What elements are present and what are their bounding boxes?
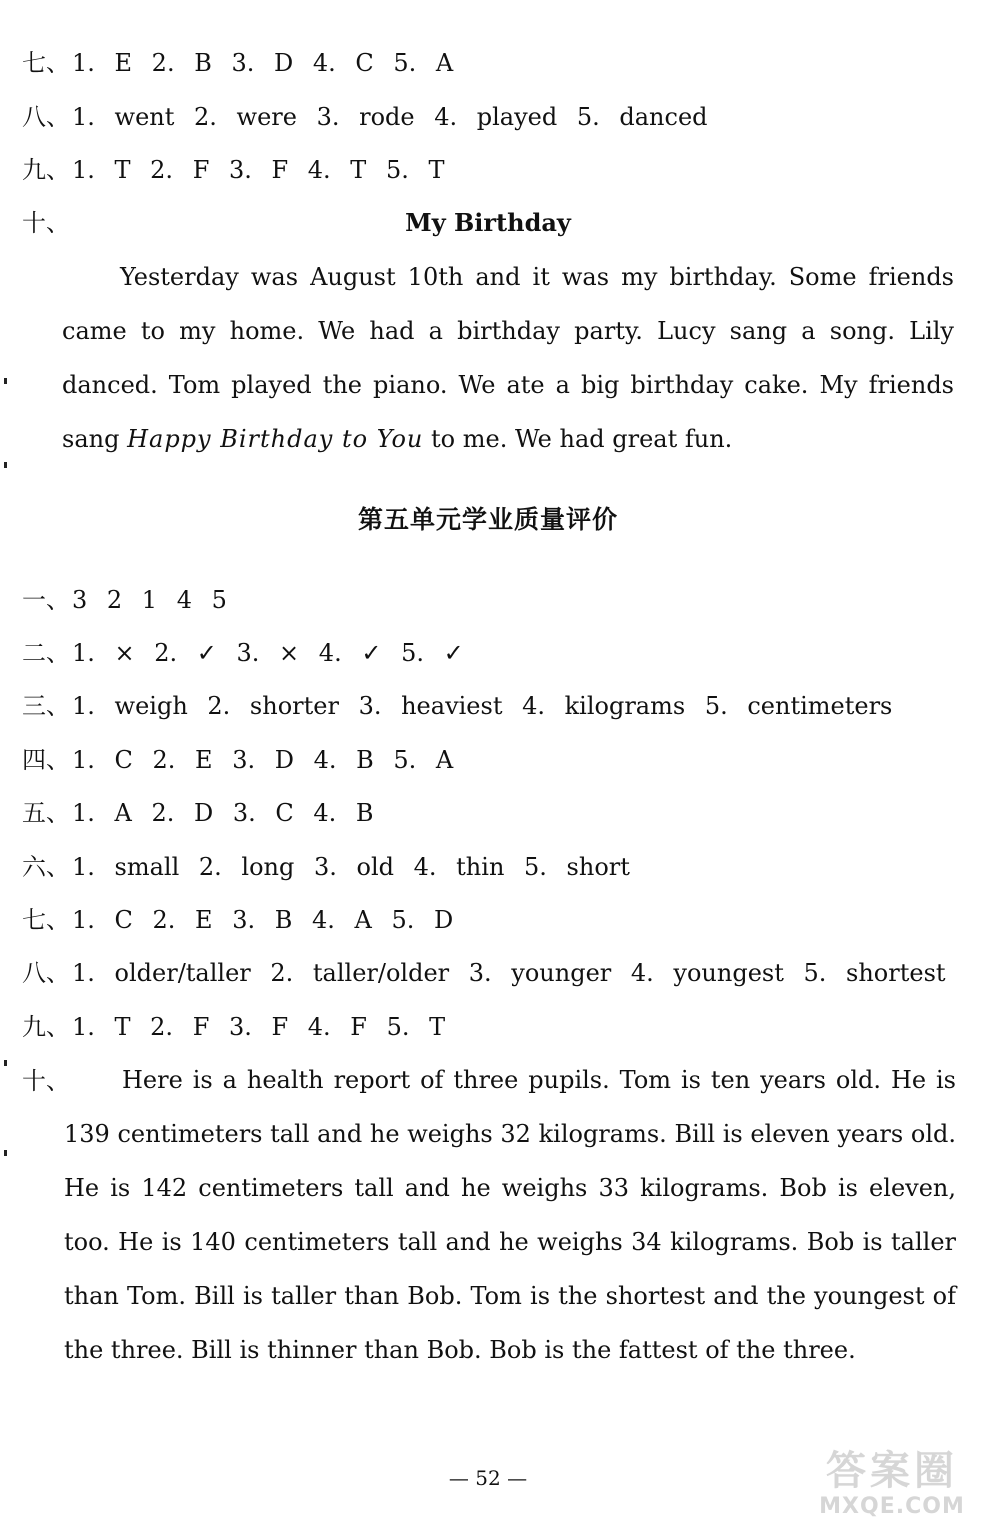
answer-line-6 <box>22 852 630 882</box>
section-answers: 1. small 2. long 3. old 4. thin 5. short <box>72 853 630 881</box>
section-answers: 1. went 2. were 3. rode 4. played 5. danced <box>72 103 708 131</box>
essay-text-part2: to me. We had great fun. <box>423 425 733 453</box>
section-answers: 1. C 2. E 3. B 4. A 5. D <box>72 906 454 934</box>
section-answers: 1. T 2. F 3. F 4. T 5. T <box>72 156 445 184</box>
answer-line-7 <box>22 48 453 78</box>
section-label: 九、 <box>22 1013 70 1041</box>
margin-mark <box>4 1150 7 1156</box>
section-label: 八、 <box>22 103 70 131</box>
answer-line-8 <box>22 958 946 988</box>
margin-mark <box>4 1060 7 1066</box>
section-answers: 1. weigh 2. shorter 3. heaviest 4. kilograms 5. centimeters <box>72 692 893 720</box>
section-answers: 1. older/taller 2. taller/older 3. younger 4. youngest 5. shortest <box>72 959 946 987</box>
page-number: — 52 — <box>448 1466 528 1490</box>
section-label: 八、 <box>22 959 70 987</box>
section-label: 七、 <box>22 49 70 77</box>
answer-line-2 <box>22 638 464 668</box>
section-label: 四、 <box>22 746 70 774</box>
answer-line-8 <box>22 102 708 132</box>
section-label: 二、 <box>22 639 70 667</box>
answer-line-5 <box>22 798 374 828</box>
essay-title: My Birthday <box>405 208 571 237</box>
answer-line-4 <box>22 745 453 775</box>
answer-line-9 <box>22 155 444 185</box>
answer-line-9 <box>22 1012 445 1042</box>
section-label: 七、 <box>22 906 70 934</box>
health-report-text: Here is a health report of three pupils. Tom is ten years old. He is 139 centimeters tall and he weighs 32 kilograms. Bill is eleven years old. He is 142 centimeters tall and he weighs 33 kilograms. Bob is eleven, too. He is 140 centimeters tall and he weighs 34 kilograms. Bob is taller than Tom. Bill is taller than Bob. Tom is the shortest and the youngest of the three. Bill is thinner than Bob. Bob is the fattest of the three. <box>64 1066 956 1364</box>
section-label: 三、 <box>22 692 70 720</box>
essay-text-part1: Yesterday was August 10th and it was my birthday. Some friends came to my home. We had a birthday party. Lucy sang a song. Lily danced. Tom played the piano. We ate a big birthday cake. My friends sang <box>62 263 954 453</box>
section-label: 五、 <box>22 799 70 827</box>
health-report-paragraph <box>64 1053 956 1377</box>
section-label: 一、 <box>22 586 70 614</box>
song-title: Happy Birthday to You <box>127 425 424 453</box>
section-label-10: 十、 <box>22 1067 70 1095</box>
watermark-logo <box>812 1448 972 1528</box>
section-answers: 1. E 2. B 3. D 4. C 5. A <box>72 49 454 77</box>
section-answers: 3 2 1 4 5 <box>72 586 227 614</box>
section-answers: 1. C 2. E 3. D 4. B 5. A <box>72 746 454 774</box>
unit-title: 第五单元学业质量评价 <box>357 505 618 534</box>
section-label-10: 十、 <box>22 209 70 237</box>
section-answers: 1. × 2. ✓ 3. × 4. ✓ 5. ✓ <box>72 639 464 667</box>
answer-line-1 <box>22 585 227 615</box>
section-label: 九、 <box>22 156 70 184</box>
watermark-url: MXQE.COM <box>819 1494 965 1519</box>
answer-line-7 <box>22 905 453 935</box>
margin-mark <box>4 462 7 468</box>
section-answers: 1. A 2. D 3. C 4. B <box>72 799 374 827</box>
section-label: 六、 <box>22 853 70 881</box>
margin-mark <box>4 378 7 384</box>
essay-paragraph <box>62 250 954 466</box>
watermark-text: 答案圈 <box>826 1448 958 1494</box>
section-answers: 1. T 2. F 3. F 4. F 5. T <box>72 1013 446 1041</box>
answer-line-3 <box>22 691 892 721</box>
